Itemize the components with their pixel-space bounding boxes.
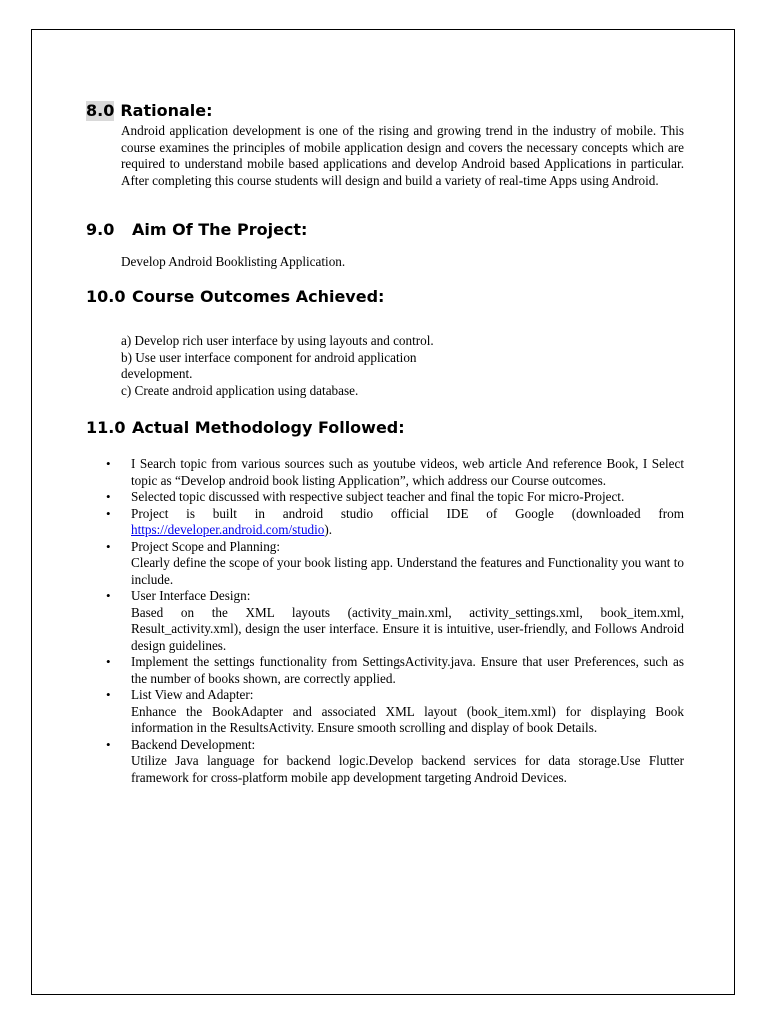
section-title: Aim Of The Project:: [132, 220, 308, 239]
list-item: [131, 654, 684, 687]
item-suffix: ).: [324, 522, 333, 537]
methodology-list: [131, 456, 684, 786]
section-number: 9.0: [86, 220, 115, 239]
item-title: • List View and Adapter:: [131, 687, 254, 702]
aim-text: Develop Android Booklisting Application.: [121, 254, 346, 269]
list-item: [131, 737, 684, 787]
heading-rationale: [86, 101, 213, 121]
outcomes-list: [121, 333, 434, 399]
item-text: Selected topic discussed with respective subject teacher and final the topic For micro-Project.: [131, 489, 625, 504]
list-item: [131, 489, 684, 506]
section-title: Course Outcomes Achieved:: [132, 287, 385, 306]
section-number: 11.0: [86, 418, 126, 437]
item-text: Based on the XML layouts (activity_main.xml, activity_settings.xml, book_item.xml, Result_activity.xml), design the user interface. Ensure it is intuitive, user-friendly, and Follows Android design guidelines.: [131, 604, 684, 653]
outcome-line: b) Use user interface component for android application: [121, 349, 417, 365]
outcome-line: c) Create android application using database.: [121, 382, 359, 398]
section-number: 8.0: [86, 101, 115, 120]
item-title: • User Interface Design:: [131, 588, 251, 603]
list-item: [131, 506, 684, 539]
heading-methodology: [86, 418, 405, 438]
item-title: • Backend Development:: [131, 736, 256, 752]
android-studio-link[interactable]: https://developer.android.com/studio: [131, 522, 325, 537]
item-text: I Search topic from various sources such as youtube videos, web article And reference Book, I Select topic as “Develop android book listing Application”, which address our Course outcomes.: [131, 456, 684, 488]
section-title: Rationale:: [120, 101, 213, 120]
item-title: • Project Scope and Planning:: [131, 538, 281, 554]
list-item: [131, 456, 684, 489]
item-text: Project is built in android studio official IDE of Google (downloaded from: [131, 505, 684, 521]
list-item: [131, 687, 684, 737]
item-text: Utilize Java language for backend logic.Develop backend services for data storage.Use Flutter framework for cross-platform mobile app development targeting Android Devices.: [131, 753, 684, 785]
section-title: Actual Methodology Followed:: [132, 418, 405, 437]
section-number: 10.0: [86, 287, 126, 306]
heading-aim: [86, 220, 307, 240]
list-item: [131, 588, 684, 654]
item-text: Clearly define the scope of your book listing app. Understand the features and Functionality you want to include.: [131, 555, 684, 587]
outcome-line: a) Develop rich user interface by using layouts and control.: [121, 333, 434, 348]
rationale-text: Android application development is one of the rising and growing trend in the industry of mobile. This course examines the principles of mobile application design and covers the necessary concepts which are required to understand mobile based applications and develop Android based Applications in particular. After completing this course students will design and build a variety of real-time Apps using Android.: [121, 123, 684, 188]
list-item: [131, 539, 684, 589]
item-text: Enhance the BookAdapter and associated XML layout (book_item.xml) for displaying Book information in the ResultsActivity. Ensure smooth scrolling and display of book Details.: [131, 703, 684, 735]
outcome-line: development.: [121, 366, 193, 381]
heading-outcomes: [86, 287, 384, 307]
item-text: Implement the settings functionality from SettingsActivity.java. Ensure that user Preferences, such as the number of books shown, are correctly applied.: [131, 654, 684, 686]
